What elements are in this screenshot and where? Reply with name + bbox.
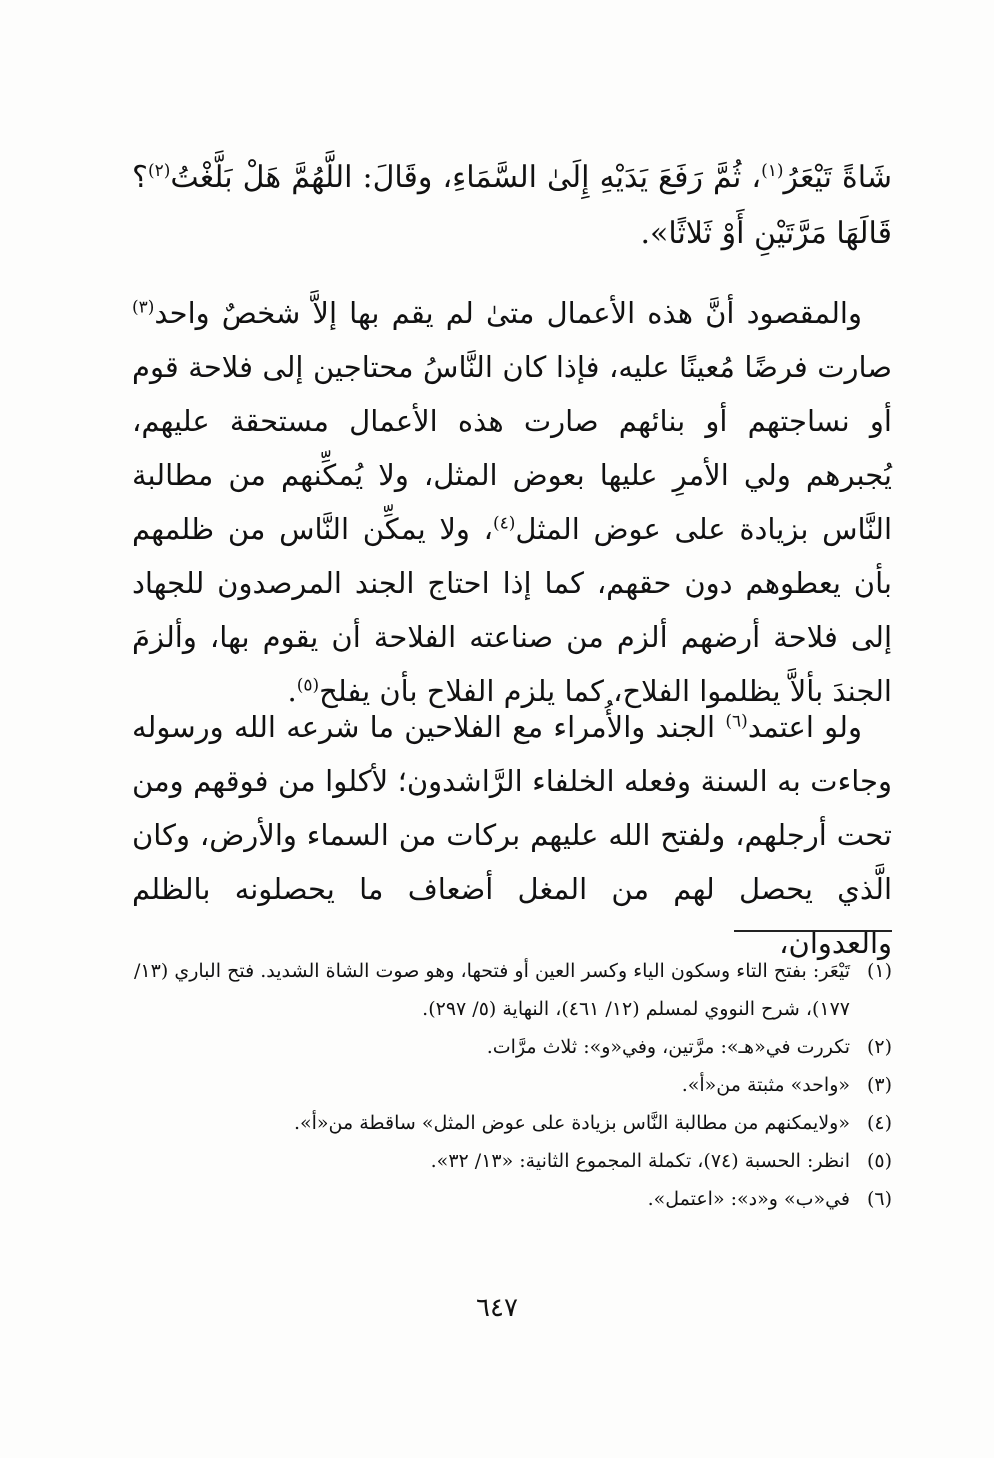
footnote-ref-4[interactable]: (٤): [492, 513, 516, 534]
footnote-item-3: [134, 1066, 892, 1104]
footnote-text: انظر: الحسبة (٧٤)، تكملة المجموع الثانية: «١٣/ ٣٢».: [430, 1150, 850, 1172]
footnote-number: (٦): [866, 1188, 892, 1210]
paragraph-1-text-4: .: [287, 674, 297, 708]
footnote-ref-6[interactable]: (٦): [725, 711, 748, 732]
footnote-ref-5[interactable]: (٥): [296, 675, 320, 696]
footnote-divider: [734, 930, 892, 932]
footnote-number: (١): [866, 960, 892, 982]
paragraph-purpose: [132, 286, 892, 718]
footnote-item-1: [134, 952, 892, 1028]
paragraph-1-text-3: ، ولا يمكِّن النَّاس من ظلمهم بأن يعطوهم دون حقهم، كما إذا احتاج الجند المرصدون للجهاد إلى فلاحة أرضهم ألزم من صناعته الفلاحة أن يقوم بها، وألزمَ الجندَ بألاَّ يظلموا الفلاح، كما يلزم الفلاح بأن يفلح: [132, 512, 892, 708]
footnote-item-2: [134, 1028, 892, 1066]
footnote-text: «واحد» مثبتة من«أ».: [681, 1074, 850, 1096]
footnote-text: تكررت في«هـ»: مرَّتين، وفي«و»: ثلاث مرَّات.: [486, 1036, 850, 1058]
footnote-number: (٣): [866, 1074, 892, 1096]
page-number: ٦٤٧: [476, 1293, 518, 1323]
verse-text-3: ؟ قَالَهَا مَرَّتَيْنِ أَوْ ثَلاثًا».: [132, 160, 892, 251]
footnote-item-6: [134, 1180, 892, 1218]
paragraph-2-text-1: ولو اعتمد: [747, 710, 863, 744]
footnote-ref-2[interactable]: (٢): [147, 161, 171, 181]
paragraph-2-text-2: الجند والأُمراء مع الفلاحين ما شرعه الله ورسوله وجاءت به السنة وفعله الخلفاء الرَّاشدون؛ لأكلوا من فوقهم ومن تحت أرجلهم، ولفتح الله عليهم بركات من السماء والأرض، وكان الَّذي يحصل لهم من المغل أضعاف ما يحصلونه بالظلم والعدوان،: [132, 710, 892, 960]
verse-text-2: ، ثُمَّ رَفَعَ يَدَيْهِ إِلَىٰ السَّمَاءِ، وقَالَ: اللَّهُمَّ هَلْ بَلَّغْتُ: [170, 160, 762, 195]
hadith-verse: [132, 150, 892, 262]
footnotes-list: [134, 952, 892, 1218]
footnote-text: «ولايمكنهم من مطالبة النَّاس بزيادة على عوض المثل» ساقطة من«أ».: [293, 1112, 850, 1134]
footnote-ref-1[interactable]: (١): [761, 161, 784, 181]
footnote-item-5: [134, 1142, 892, 1180]
verse-text-1: شَاةً تَيْعَرُ: [783, 160, 893, 195]
footnote-ref-3[interactable]: (٣): [132, 297, 155, 318]
footnote-text: في«ب» و«د»: «اعتمل».: [647, 1188, 850, 1210]
footnote-text: تَيْعَر: بفتح التاء وسكون الياء وكسر العين أو فتحها، وهو صوت الشاة الشديد. فتح الباري (١٣/ ١٧٧)، شرح النووي لمسلم (١٢/ ٤٦١)، النهاية (٥/ ٢٩٧).: [134, 960, 850, 1020]
footnote-number: (٢): [866, 1036, 892, 1058]
paragraph-1-text-1: والمقصود أنَّ هذه الأعمال متىٰ لم يقم بها إلاَّ شخصٌ واحد: [154, 296, 862, 330]
footnote-number: (٥): [866, 1150, 892, 1172]
footnote-number: (٤): [866, 1112, 892, 1134]
paragraph-1-text-2: صارت فرضًا مُعينًا عليه، فإذا كان النَّاسُ محتاجين إلى فلاحة قوم أو نساجتهم أو بنائهم صارت هذه الأعمال مستحقة عليهم، يُجبرهم ولي الأمرِ عليها بعوض المثل، ولا يُمكِّنهم من مطالبة النَّاس بزيادة على عوض المثل: [132, 350, 892, 546]
footnote-item-4: [134, 1104, 892, 1142]
